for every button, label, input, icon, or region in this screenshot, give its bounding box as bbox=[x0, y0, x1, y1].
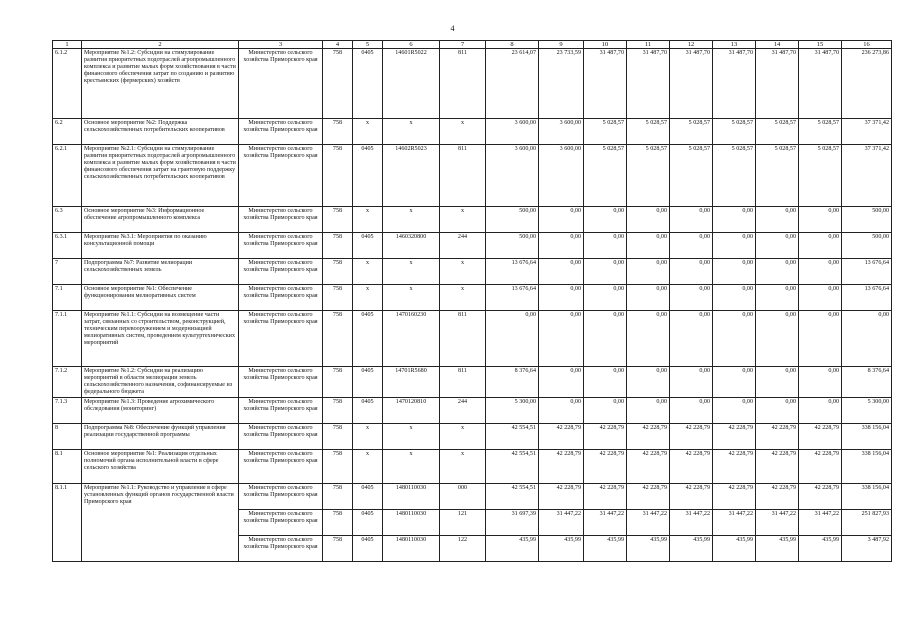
amount-v9: 0,00 bbox=[539, 311, 584, 367]
amount-v9: 42 228,79 bbox=[539, 450, 584, 484]
amount-v15: 0,00 bbox=[799, 367, 842, 398]
grbs-code: 758 bbox=[323, 119, 353, 145]
rzpr-code: x bbox=[353, 424, 383, 450]
activity-name: Основное мероприятие №2: Поддержка сельскохозяйственных потребительских кооперативов bbox=[82, 119, 239, 145]
amount-v12: 42 228,79 bbox=[670, 450, 713, 484]
amount-v11: 31 487,70 bbox=[627, 49, 670, 119]
csr-code: 14701R5680 bbox=[383, 367, 440, 398]
amount-v13: 0,00 bbox=[713, 367, 756, 398]
amount-v12: 31 487,70 bbox=[670, 49, 713, 119]
executor: Министерство сельского хозяйства Приморского края bbox=[239, 49, 323, 119]
amount-v8: 42 554,51 bbox=[486, 484, 539, 510]
vr-code: 811 bbox=[440, 49, 486, 119]
amount-v10: 0,00 bbox=[584, 259, 627, 285]
budget-table bbox=[52, 40, 892, 562]
table-row bbox=[53, 259, 892, 285]
amount-v15: 0,00 bbox=[799, 259, 842, 285]
amount-v8: 500,00 bbox=[486, 207, 539, 233]
amount-v11: 5 028,57 bbox=[627, 145, 670, 207]
amount-v8: 31 697,39 bbox=[486, 510, 539, 536]
amount-v13: 0,00 bbox=[713, 311, 756, 367]
amount-v13: 0,00 bbox=[713, 207, 756, 233]
amount-v11: 5 028,57 bbox=[627, 119, 670, 145]
csr-code: 14602R5023 bbox=[383, 145, 440, 207]
header-cell: 14 bbox=[756, 41, 799, 49]
amount-v16: 37 371,42 bbox=[842, 119, 892, 145]
amount-v9: 0,00 bbox=[539, 398, 584, 424]
activity-name: Подпрограмма №7: Развитие мелиорации сельскохозяйственных земель bbox=[82, 259, 239, 285]
row-number: 6.2.1 bbox=[53, 145, 82, 207]
amount-v14: 0,00 bbox=[756, 398, 799, 424]
grbs-code: 758 bbox=[323, 536, 353, 562]
executor: Министерство сельского хозяйства Приморского края bbox=[239, 450, 323, 484]
amount-v11: 0,00 bbox=[627, 259, 670, 285]
header-row bbox=[53, 41, 892, 49]
amount-v12: 0,00 bbox=[670, 233, 713, 259]
grbs-code: 758 bbox=[323, 424, 353, 450]
amount-v15: 42 228,79 bbox=[799, 450, 842, 484]
row-number: 8.1.1 bbox=[53, 484, 82, 562]
csr-code: x bbox=[383, 285, 440, 311]
amount-v13: 435,99 bbox=[713, 536, 756, 562]
table-row bbox=[53, 233, 892, 259]
amount-v14: 0,00 bbox=[756, 311, 799, 367]
header-cell: 2 bbox=[82, 41, 239, 49]
rzpr-code: 0405 bbox=[353, 367, 383, 398]
vr-code: 811 bbox=[440, 145, 486, 207]
amount-v11: 0,00 bbox=[627, 398, 670, 424]
table-row bbox=[53, 367, 892, 398]
csr-code: x bbox=[383, 119, 440, 145]
amount-v13: 5 028,57 bbox=[713, 119, 756, 145]
amount-v16: 3 487,92 bbox=[842, 536, 892, 562]
row-number: 7 bbox=[53, 259, 82, 285]
header-cell: 8 bbox=[486, 41, 539, 49]
amount-v12: 0,00 bbox=[670, 285, 713, 311]
header-cell: 3 bbox=[239, 41, 323, 49]
amount-v10: 0,00 bbox=[584, 398, 627, 424]
grbs-code: 758 bbox=[323, 145, 353, 207]
amount-v9: 23 733,59 bbox=[539, 49, 584, 119]
grbs-code: 758 bbox=[323, 398, 353, 424]
executor: Министерство сельского хозяйства Приморского края bbox=[239, 119, 323, 145]
amount-v14: 0,00 bbox=[756, 259, 799, 285]
activity-name: Основное мероприятие №1: Реализация отдельных полномочий органа исполнительной власти в сфере сельского хозяйства bbox=[82, 450, 239, 484]
activity-name: Мероприятие №1.2: Субсидии на стимулирование развития приоритетных подотраслей агропромышленного комплекса и развитие малых форм хозяйствования в части финансового обеспечения затрат по созданию и развитию крестьянских (фермерских) хозяйств bbox=[82, 49, 239, 119]
csr-code: 1470120810 bbox=[383, 398, 440, 424]
executor: Министерство сельского хозяйства Приморского края bbox=[239, 424, 323, 450]
amount-v15: 31 447,22 bbox=[799, 510, 842, 536]
table-row bbox=[53, 484, 892, 510]
amount-v10: 42 228,79 bbox=[584, 484, 627, 510]
amount-v16: 338 156,04 bbox=[842, 484, 892, 510]
amount-v12: 0,00 bbox=[670, 259, 713, 285]
rzpr-code: x bbox=[353, 285, 383, 311]
rzpr-code: 0405 bbox=[353, 536, 383, 562]
amount-v11: 0,00 bbox=[627, 233, 670, 259]
header-cell: 4 bbox=[323, 41, 353, 49]
amount-v13: 31 447,22 bbox=[713, 510, 756, 536]
amount-v12: 435,99 bbox=[670, 536, 713, 562]
rzpr-code: 0405 bbox=[353, 311, 383, 367]
amount-v9: 31 447,22 bbox=[539, 510, 584, 536]
rzpr-code: 0405 bbox=[353, 233, 383, 259]
row-number: 7.1.3 bbox=[53, 398, 82, 424]
amount-v14: 0,00 bbox=[756, 285, 799, 311]
vr-code: x bbox=[440, 207, 486, 233]
amount-v11: 435,99 bbox=[627, 536, 670, 562]
amount-v13: 0,00 bbox=[713, 259, 756, 285]
activity-name: Мероприятие №2.1: Субсидии на стимулирование развития приоритетных подотраслей агропромышленного комплекса и развитие малых форм хозяйствования в части финансового обеспечения затрат на грантовую поддержку сельскохозяйственных потребительских кооперативов bbox=[82, 145, 239, 207]
amount-v11: 31 447,22 bbox=[627, 510, 670, 536]
amount-v10: 435,99 bbox=[584, 536, 627, 562]
executor: Министерство сельского хозяйства Приморского края bbox=[239, 285, 323, 311]
amount-v15: 42 228,79 bbox=[799, 424, 842, 450]
grbs-code: 758 bbox=[323, 49, 353, 119]
amount-v15: 0,00 bbox=[799, 233, 842, 259]
table-row bbox=[53, 398, 892, 424]
executor: Министерство сельского хозяйства Приморского края bbox=[239, 367, 323, 398]
amount-v10: 0,00 bbox=[584, 233, 627, 259]
rzpr-code: 0405 bbox=[353, 398, 383, 424]
amount-v16: 37 371,42 bbox=[842, 145, 892, 207]
vr-code: x bbox=[440, 450, 486, 484]
amount-v8: 3 600,00 bbox=[486, 119, 539, 145]
amount-v9: 0,00 bbox=[539, 233, 584, 259]
amount-v12: 42 228,79 bbox=[670, 484, 713, 510]
amount-v15: 0,00 bbox=[799, 311, 842, 367]
table-row bbox=[53, 311, 892, 367]
amount-v16: 8 376,64 bbox=[842, 367, 892, 398]
executor: Министерство сельского хозяйства Приморского края bbox=[239, 510, 323, 536]
amount-v14: 5 028,57 bbox=[756, 119, 799, 145]
executor: Министерство сельского хозяйства Приморского края bbox=[239, 145, 323, 207]
header-cell: 10 bbox=[584, 41, 627, 49]
amount-v14: 435,99 bbox=[756, 536, 799, 562]
amount-v15: 0,00 bbox=[799, 207, 842, 233]
amount-v12: 0,00 bbox=[670, 367, 713, 398]
amount-v12: 5 028,57 bbox=[670, 119, 713, 145]
table-row bbox=[53, 207, 892, 233]
amount-v10: 0,00 bbox=[584, 207, 627, 233]
vr-code: 244 bbox=[440, 398, 486, 424]
amount-v8: 8 376,64 bbox=[486, 367, 539, 398]
amount-v8: 13 676,64 bbox=[486, 285, 539, 311]
amount-v9: 0,00 bbox=[539, 259, 584, 285]
amount-v8: 23 614,07 bbox=[486, 49, 539, 119]
rzpr-code: 0405 bbox=[353, 145, 383, 207]
amount-v12: 5 028,57 bbox=[670, 145, 713, 207]
amount-v12: 0,00 bbox=[670, 398, 713, 424]
header-cell: 1 bbox=[53, 41, 82, 49]
grbs-code: 758 bbox=[323, 510, 353, 536]
grbs-code: 758 bbox=[323, 259, 353, 285]
rzpr-code: 0405 bbox=[353, 484, 383, 510]
amount-v9: 42 228,79 bbox=[539, 424, 584, 450]
amount-v9: 0,00 bbox=[539, 207, 584, 233]
rzpr-code: 0405 bbox=[353, 510, 383, 536]
amount-v16: 338 156,04 bbox=[842, 424, 892, 450]
table-row bbox=[53, 424, 892, 450]
page-number: 4 bbox=[450, 24, 455, 33]
header-cell: 6 bbox=[383, 41, 440, 49]
grbs-code: 758 bbox=[323, 207, 353, 233]
amount-v8: 13 676,64 bbox=[486, 259, 539, 285]
table-row bbox=[53, 285, 892, 311]
rzpr-code: 0405 bbox=[353, 49, 383, 119]
activity-name: Подпрограмма №8: Обеспечение функций управления реализации государственной программы bbox=[82, 424, 239, 450]
amount-v16: 338 156,04 bbox=[842, 450, 892, 484]
vr-code: 811 bbox=[440, 367, 486, 398]
amount-v14: 5 028,57 bbox=[756, 145, 799, 207]
header-cell: 16 bbox=[842, 41, 892, 49]
executor: Министерство сельского хозяйства Приморского края bbox=[239, 207, 323, 233]
amount-v16: 13 676,64 bbox=[842, 285, 892, 311]
amount-v10: 5 028,57 bbox=[584, 119, 627, 145]
amount-v8: 0,00 bbox=[486, 311, 539, 367]
amount-v13: 0,00 bbox=[713, 285, 756, 311]
header-cell: 11 bbox=[627, 41, 670, 49]
amount-v14: 0,00 bbox=[756, 207, 799, 233]
vr-code: 122 bbox=[440, 536, 486, 562]
amount-v16: 13 676,64 bbox=[842, 259, 892, 285]
activity-name: Основное мероприятие №3: Информационное обеспечение агропромышленного комплекса bbox=[82, 207, 239, 233]
amount-v16: 0,00 bbox=[842, 311, 892, 367]
row-number: 7.1.1 bbox=[53, 311, 82, 367]
amount-v10: 31 447,22 bbox=[584, 510, 627, 536]
amount-v16: 500,00 bbox=[842, 207, 892, 233]
executor: Министерство сельского хозяйства Приморского края bbox=[239, 233, 323, 259]
header-cell: 9 bbox=[539, 41, 584, 49]
executor: Министерство сельского хозяйства Приморского края bbox=[239, 259, 323, 285]
header-cell: 5 bbox=[353, 41, 383, 49]
csr-code: x bbox=[383, 207, 440, 233]
table-row bbox=[53, 119, 892, 145]
amount-v8: 435,99 bbox=[486, 536, 539, 562]
amount-v15: 0,00 bbox=[799, 285, 842, 311]
amount-v12: 42 228,79 bbox=[670, 424, 713, 450]
executor: Министерство сельского хозяйства Приморского края bbox=[239, 484, 323, 510]
activity-name: Мероприятие №3.1: Мероприятия по оказанию консультационной помощи bbox=[82, 233, 239, 259]
amount-v8: 42 554,51 bbox=[486, 424, 539, 450]
grbs-code: 758 bbox=[323, 450, 353, 484]
vr-code: x bbox=[440, 119, 486, 145]
amount-v16: 500,00 bbox=[842, 233, 892, 259]
amount-v11: 42 228,79 bbox=[627, 424, 670, 450]
vr-code: 811 bbox=[440, 311, 486, 367]
csr-code: x bbox=[383, 259, 440, 285]
amount-v13: 5 028,57 bbox=[713, 145, 756, 207]
amount-v11: 0,00 bbox=[627, 207, 670, 233]
executor: Министерство сельского хозяйства Приморского края bbox=[239, 398, 323, 424]
vr-code: x bbox=[440, 259, 486, 285]
amount-v15: 0,00 bbox=[799, 398, 842, 424]
amount-v13: 42 228,79 bbox=[713, 484, 756, 510]
amount-v15: 435,99 bbox=[799, 536, 842, 562]
csr-code: 1460320800 bbox=[383, 233, 440, 259]
row-number: 6.2 bbox=[53, 119, 82, 145]
row-number: 6.1.2 bbox=[53, 49, 82, 119]
csr-code: 1480110030 bbox=[383, 536, 440, 562]
amount-v13: 42 228,79 bbox=[713, 424, 756, 450]
amount-v14: 42 228,79 bbox=[756, 424, 799, 450]
amount-v9: 3 600,00 bbox=[539, 145, 584, 207]
rzpr-code: x bbox=[353, 119, 383, 145]
amount-v10: 42 228,79 bbox=[584, 424, 627, 450]
amount-v12: 0,00 bbox=[670, 311, 713, 367]
grbs-code: 758 bbox=[323, 233, 353, 259]
executor: Министерство сельского хозяйства Приморского края bbox=[239, 311, 323, 367]
amount-v10: 5 028,57 bbox=[584, 145, 627, 207]
amount-v10: 0,00 bbox=[584, 285, 627, 311]
amount-v15: 5 028,57 bbox=[799, 119, 842, 145]
grbs-code: 758 bbox=[323, 484, 353, 510]
table-row bbox=[53, 450, 892, 484]
amount-v12: 0,00 bbox=[670, 207, 713, 233]
amount-v10: 0,00 bbox=[584, 367, 627, 398]
rzpr-code: x bbox=[353, 207, 383, 233]
activity-name: Мероприятие №1.1: Руководство и управление в сфере установленных функций органов государственной власти Приморского края bbox=[82, 484, 239, 562]
amount-v8: 500,00 bbox=[486, 233, 539, 259]
csr-code: 1480110030 bbox=[383, 484, 440, 510]
activity-name: Основное мероприятие №1: Обеспечение функционирования мелиоративных систем bbox=[82, 285, 239, 311]
row-number: 6.3 bbox=[53, 207, 82, 233]
amount-v10: 42 228,79 bbox=[584, 450, 627, 484]
csr-code: 14601R5022 bbox=[383, 49, 440, 119]
grbs-code: 758 bbox=[323, 311, 353, 367]
amount-v11: 42 228,79 bbox=[627, 484, 670, 510]
row-number: 8 bbox=[53, 424, 82, 450]
activity-name: Мероприятие №1.2: Субсидии на реализацию мероприятий в области мелиорации земель сельскохозяйственного назначения, софинансируемые из федерального бюджета bbox=[82, 367, 239, 398]
amount-v11: 42 228,79 bbox=[627, 450, 670, 484]
vr-code: 244 bbox=[440, 233, 486, 259]
amount-v12: 31 447,22 bbox=[670, 510, 713, 536]
amount-v9: 3 600,00 bbox=[539, 119, 584, 145]
rzpr-code: x bbox=[353, 450, 383, 484]
vr-code: 000 bbox=[440, 484, 486, 510]
csr-code: 1470160230 bbox=[383, 311, 440, 367]
amount-v14: 0,00 bbox=[756, 367, 799, 398]
amount-v9: 42 228,79 bbox=[539, 484, 584, 510]
amount-v8: 42 554,51 bbox=[486, 450, 539, 484]
amount-v14: 31 487,70 bbox=[756, 49, 799, 119]
amount-v13: 42 228,79 bbox=[713, 450, 756, 484]
amount-v9: 0,00 bbox=[539, 367, 584, 398]
header-cell: 15 bbox=[799, 41, 842, 49]
amount-v14: 42 228,79 bbox=[756, 484, 799, 510]
amount-v13: 31 487,70 bbox=[713, 49, 756, 119]
amount-v13: 0,00 bbox=[713, 398, 756, 424]
table-row bbox=[53, 49, 892, 119]
row-number: 7.1.2 bbox=[53, 367, 82, 398]
table-row bbox=[53, 145, 892, 207]
amount-v9: 435,99 bbox=[539, 536, 584, 562]
csr-code: 1480110030 bbox=[383, 510, 440, 536]
header-cell: 12 bbox=[670, 41, 713, 49]
amount-v11: 0,00 bbox=[627, 311, 670, 367]
grbs-code: 758 bbox=[323, 285, 353, 311]
activity-name: Мероприятие №1.1: Субсидии на возмещение части затрат, связанных со строительством, реконструкцией, техническим перевооружением и модернизацией мелиоративных систем, проведением культуртехнических мероприятий bbox=[82, 311, 239, 367]
rzpr-code: x bbox=[353, 259, 383, 285]
activity-name: Мероприятие №1.3: Проведение агрохимического обследования (мониторинг) bbox=[82, 398, 239, 424]
row-number: 8.1 bbox=[53, 450, 82, 484]
amount-v15: 5 028,57 bbox=[799, 145, 842, 207]
amount-v8: 5 300,00 bbox=[486, 398, 539, 424]
amount-v11: 0,00 bbox=[627, 367, 670, 398]
header-cell: 13 bbox=[713, 41, 756, 49]
amount-v14: 0,00 bbox=[756, 233, 799, 259]
amount-v10: 0,00 bbox=[584, 311, 627, 367]
grbs-code: 758 bbox=[323, 367, 353, 398]
csr-code: x bbox=[383, 450, 440, 484]
amount-v16: 251 827,93 bbox=[842, 510, 892, 536]
vr-code: x bbox=[440, 424, 486, 450]
amount-v15: 42 228,79 bbox=[799, 484, 842, 510]
amount-v16: 236 273,86 bbox=[842, 49, 892, 119]
csr-code: x bbox=[383, 424, 440, 450]
header-cell: 7 bbox=[440, 41, 486, 49]
row-number: 6.3.1 bbox=[53, 233, 82, 259]
amount-v14: 42 228,79 bbox=[756, 450, 799, 484]
amount-v8: 3 600,00 bbox=[486, 145, 539, 207]
amount-v11: 0,00 bbox=[627, 285, 670, 311]
amount-v13: 0,00 bbox=[713, 233, 756, 259]
amount-v10: 31 487,70 bbox=[584, 49, 627, 119]
vr-code: x bbox=[440, 285, 486, 311]
amount-v14: 31 447,22 bbox=[756, 510, 799, 536]
amount-v15: 31 487,70 bbox=[799, 49, 842, 119]
row-number: 7.1 bbox=[53, 285, 82, 311]
executor: Министерство сельского хозяйства Приморского края bbox=[239, 536, 323, 562]
vr-code: 121 bbox=[440, 510, 486, 536]
amount-v9: 0,00 bbox=[539, 285, 584, 311]
amount-v16: 5 300,00 bbox=[842, 398, 892, 424]
